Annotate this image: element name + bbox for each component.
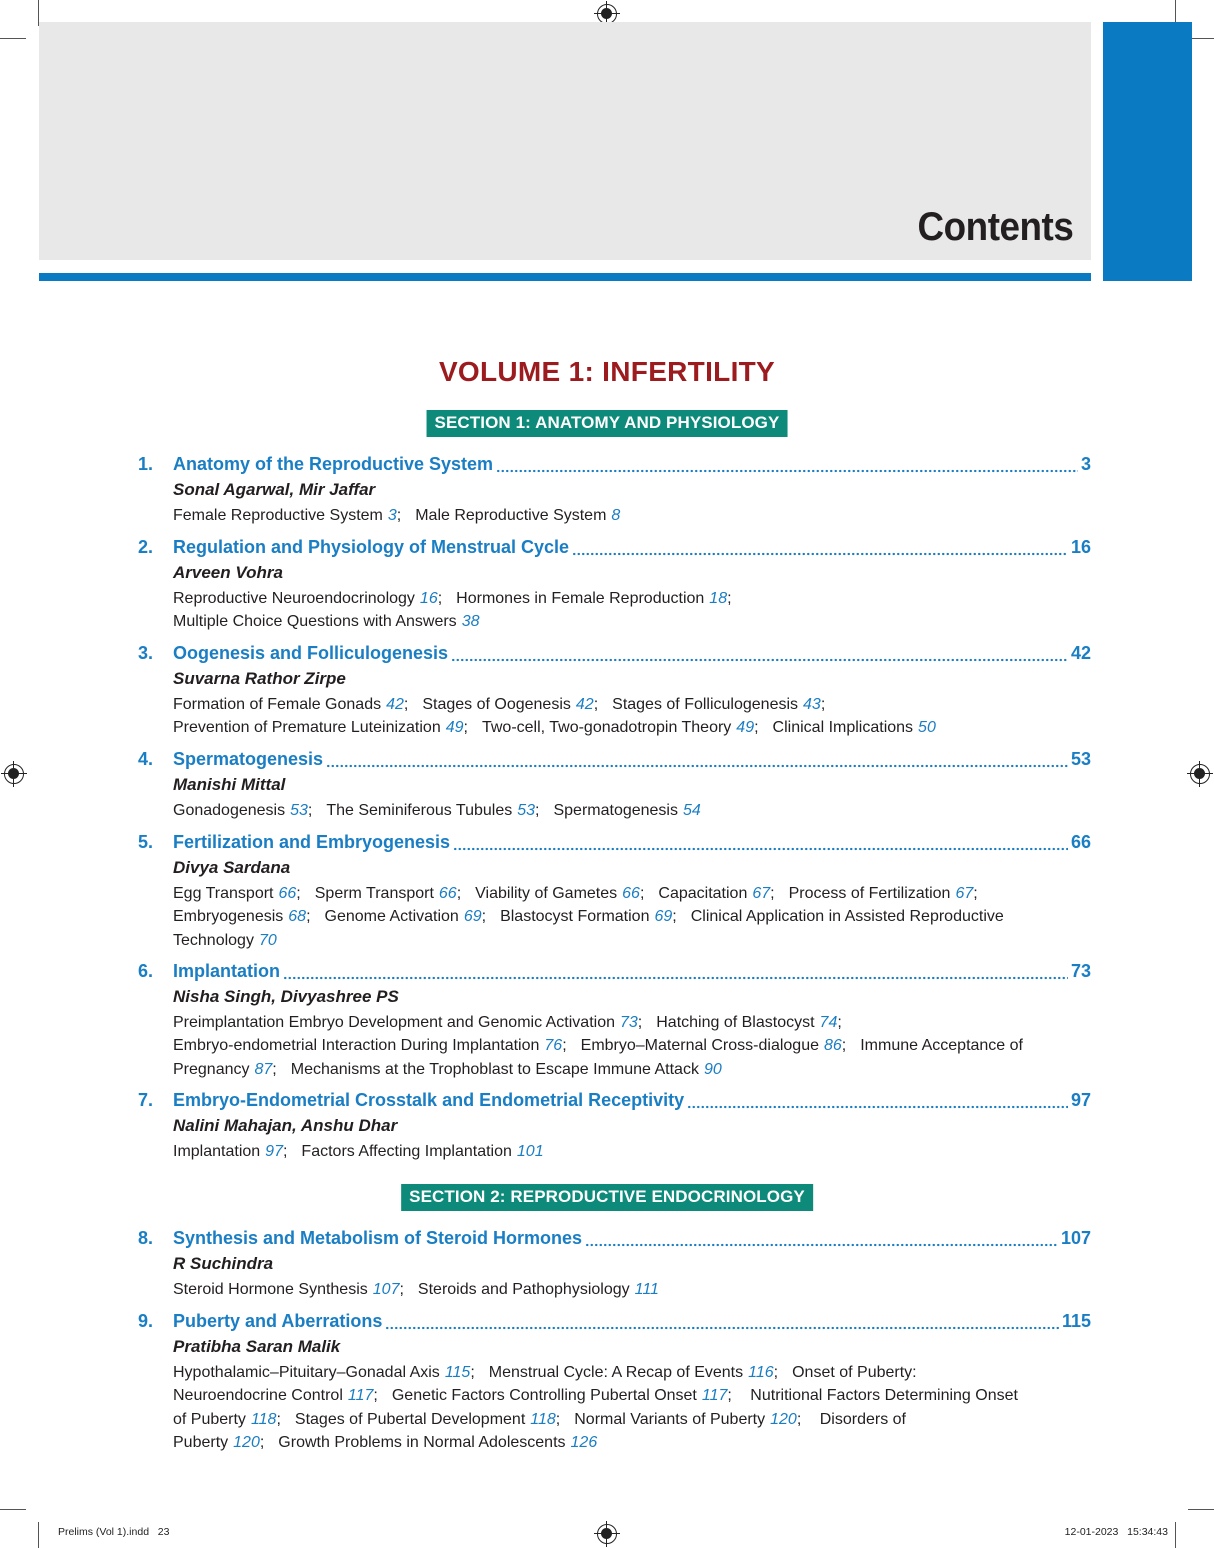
dot-leader (453, 847, 1068, 851)
topic-page: 115 (444, 1364, 471, 1381)
topic-label: Process of Fertilization (788, 885, 951, 902)
chapter-title[interactable]: Fertilization and Embryogenesis (173, 832, 451, 852)
topic-label: Egg Transport (173, 885, 274, 902)
header-rule (39, 273, 1091, 281)
chapter-title[interactable]: Spermatogenesis (173, 749, 324, 769)
chapter-page: 3 (1080, 454, 1091, 474)
topic-page: 67 (955, 885, 974, 902)
chapter-number: 2. (138, 537, 154, 557)
topic-page: 53 (517, 802, 536, 819)
topic-label: Clinical Application in Assisted Reproductive Technology (173, 908, 1004, 949)
chapter-number: 1. (138, 454, 154, 474)
chapter-number: 9. (138, 1311, 154, 1331)
topic-page: 66 (622, 885, 640, 902)
chapter-topics (173, 504, 1091, 527)
chapter-number: 7. (138, 1090, 154, 1110)
topic-page: 54 (682, 802, 701, 819)
toc-entry[interactable] (138, 537, 1091, 634)
topic-page: 66 (438, 885, 457, 902)
topic-page: 101 (516, 1143, 544, 1160)
topic-page: 66 (278, 885, 297, 902)
chapter-number: 5. (138, 832, 154, 852)
chapter-page: 107 (1060, 1228, 1091, 1248)
topic-label: Multiple Choice Questions with Answers (173, 613, 457, 631)
entry-heading[interactable] (138, 643, 1091, 667)
crop-mark (0, 38, 26, 39)
topic-label: Embryogenesis (173, 908, 284, 926)
chapter-number: 8. (138, 1228, 154, 1248)
topic-page: 73 (620, 1014, 638, 1031)
topic-page: 8 (611, 507, 621, 524)
topic-label: Steroid Hormone Synthesis (173, 1281, 368, 1298)
chapter-authors: Manishi Mittal (173, 775, 286, 794)
entry-heading[interactable] (138, 1228, 1091, 1252)
page-title: Contents (917, 205, 1073, 249)
topic-label: Steroids and Pathophysiology (417, 1281, 630, 1298)
header-panel (39, 22, 1091, 260)
topic-page: 120 (770, 1410, 797, 1428)
topic-page: 126 (570, 1433, 598, 1451)
topic-label: Stages of Folliculogenesis (612, 696, 799, 713)
toc-entry[interactable] (138, 961, 1091, 1081)
chapter-authors: Suvarna Rathor Zirpe (173, 669, 346, 688)
topic-label: Reproductive Neuroendocrinology (173, 590, 415, 607)
dot-leader (283, 976, 1068, 980)
topic-label: Preimplantation Embryo Development and Genomic Activation (173, 1014, 615, 1031)
topic-label: Prevention of Premature Luteinization (173, 719, 441, 737)
topic-page: 116 (748, 1364, 774, 1381)
topic-page: 49 (736, 719, 755, 737)
volume-title: VOLUME 1: INFERTILITY (438, 356, 776, 387)
dot-leader (572, 552, 1068, 556)
topic-page: 3 (387, 507, 397, 524)
topic-page: 117 (347, 1387, 374, 1405)
chapter-page: 53 (1070, 749, 1091, 769)
topic-page: 43 (803, 696, 821, 713)
topic-label: Sperm Transport (314, 885, 434, 902)
topic-label: Formation of Female Gonads (173, 696, 382, 713)
topic-label: Clinical Implications (772, 719, 914, 737)
entry-heading[interactable] (138, 454, 1091, 478)
registration-mark-icon (597, 1524, 617, 1544)
chapter-topics: Hypothalamic–Pituitary–Gonadal Axis 115; Menstrual Cycle: A Recap of Events 116; Onset of Puberty: Neuroendocrine Control 117; Genetic Factors Controlling Pubertal Onset 117; Nutritional Factors Determining Onset of Puberty 118; Stages of Pubertal Development 118; Normal Variants of Puberty 120; Disorders of Puberty 120; Growth Problems in Normal Adolescents 126 (173, 1364, 1018, 1451)
side-tab (1103, 22, 1192, 281)
topic-label: Gonadogenesis (173, 802, 286, 819)
chapter-authors: Nisha Singh, Divyashree PS (173, 987, 399, 1006)
topic-page: 42 (575, 696, 594, 713)
crop-mark (38, 1522, 39, 1548)
topic-page: 50 (918, 719, 936, 737)
topic-page: 42 (386, 696, 404, 713)
topic-label: Spermatogenesis (553, 802, 678, 819)
topic-page: 120 (233, 1433, 260, 1451)
topic-page: 107 (372, 1281, 400, 1298)
topic-label: Embryo-endometrial Interaction During Implantation (173, 1037, 540, 1055)
slug-timestamp: 12-01-2023 15:34:43 (1064, 1526, 1168, 1538)
topic-label: Embryo–Maternal Cross-dialogue (580, 1037, 819, 1055)
topic-page: 111 (634, 1281, 659, 1298)
topic-page: 118 (530, 1410, 556, 1428)
entry-heading[interactable] (138, 1311, 1091, 1335)
topic-label: Disorders of Puberty (173, 1410, 906, 1451)
topic-label: Hormones in Female Reproduction (456, 590, 705, 607)
chapter-authors: R Suchindra (173, 1254, 274, 1273)
topic-label: Implantation (173, 1143, 261, 1160)
chapter-topics: Implantation 97; Factors Affecting Implantation 101 (173, 1143, 544, 1160)
toc-entry[interactable] (138, 643, 1091, 740)
toc-entry[interactable] (138, 832, 1091, 952)
chapter-page: 66 (1070, 832, 1091, 852)
chapter-number: 6. (138, 961, 154, 981)
topic-label: Factors Affecting Implantation (301, 1143, 512, 1160)
topic-page: 117 (701, 1387, 728, 1405)
toc-entry[interactable] (138, 1228, 1091, 1301)
topic-page: 97 (265, 1143, 283, 1160)
topic-page: 16 (419, 590, 438, 607)
chapter-authors: Pratibha Saran Malik (173, 1337, 341, 1356)
topic-label: Female Reproductive System (173, 507, 383, 524)
topic-page: 67 (752, 885, 771, 902)
registration-mark-icon (597, 4, 617, 24)
crop-mark (1175, 1522, 1176, 1548)
dot-leader (326, 764, 1068, 768)
topic-page: 90 (703, 1060, 722, 1078)
topic-page: 118 (250, 1410, 277, 1428)
topic-page: 74 (819, 1014, 838, 1031)
topic-page: 18 (709, 590, 728, 607)
topic-label: Genome Activation (324, 908, 459, 926)
registration-mark-icon (4, 764, 24, 784)
topic (415, 507, 620, 524)
topic-label: Normal Variants of Puberty (574, 1410, 766, 1428)
dot-leader (585, 1243, 1058, 1247)
topic-page: 87 (254, 1060, 273, 1078)
entry-heading[interactable] (138, 832, 1091, 856)
topic-label: Two-cell, Two-gonadotropin Theory (481, 719, 732, 737)
entry-heading[interactable] (138, 1090, 1091, 1114)
chapter-authors: Sonal Agarwal, Mir Jaffar (173, 480, 376, 499)
chapter-authors: Arveen Vohra (173, 563, 283, 582)
topic-label: Male Reproductive System (415, 507, 607, 524)
chapter-topics: Reproductive Neuroendocrinology 16; Hormones in Female Reproduction 18; Multiple Choice Questions with Answers 38 (173, 590, 732, 631)
topic-page: 70 (258, 931, 277, 949)
topic-page: 86 (823, 1037, 842, 1055)
topic-label: Genetic Factors Controlling Pubertal Onset (391, 1387, 697, 1405)
chapter-page: 73 (1070, 961, 1091, 981)
entry-heading[interactable] (138, 749, 1091, 773)
chapter-page: 115 (1061, 1311, 1091, 1331)
topic-label: Blastocyst Formation (500, 908, 650, 926)
chapter-title[interactable]: Implantation (173, 961, 280, 981)
section-banner: SECTION 1: ANATOMY AND PHYSIOLOGY (427, 410, 788, 437)
topic-page: 76 (544, 1037, 563, 1055)
chapter-topics: Gonadogenesis 53; The Seminiferous Tubules 53; Spermatogenesis 54 (173, 802, 701, 819)
topic-page: 69 (654, 908, 673, 926)
chapter-authors: Nalini Mahajan, Anshu Dhar (173, 1116, 398, 1135)
dot-leader (687, 1105, 1068, 1109)
chapter-number: 3. (138, 643, 154, 663)
topic-label: The Seminiferous Tubules (326, 802, 513, 819)
topic-label: Hatching of Blastocyst (656, 1014, 815, 1031)
entry-heading[interactable] (138, 961, 1091, 985)
toc-entry[interactable] (138, 454, 1091, 527)
chapter-title[interactable]: Anatomy of the Reproductive System (173, 454, 494, 474)
chapter-topics: Egg Transport 66; Sperm Transport 66; Viability of Gametes 66; Capacitation 67; Process of Fertilization 67; Embryogenesis 68; Genome Activation 69; Blastocyst Formation 69; Clinical Application in Assisted Reproductive Technology 70 (173, 885, 1004, 949)
toc-entry[interactable] (138, 1311, 1091, 1454)
topic-page: 69 (463, 908, 482, 926)
entry-heading[interactable] (138, 537, 1091, 561)
topic-label: Capacitation (658, 885, 748, 902)
topic-label: Nutritional Factors Determining Onset of Puberty (173, 1387, 1018, 1428)
topic-label: Onset of Puberty: Neuroendocrine Control (173, 1364, 917, 1405)
chapter-page: 42 (1070, 643, 1091, 663)
topic-label: Menstrual Cycle: A Recap of Events (488, 1364, 744, 1381)
topic-label: Growth Problems in Normal Adolescents (278, 1433, 566, 1451)
chapter-page: 97 (1070, 1090, 1091, 1110)
chapter-topics: Steroid Hormone Synthesis 107; Steroids and Pathophysiology 111 (173, 1281, 659, 1298)
topic: Female Reproductive System 3; (173, 507, 402, 524)
chapter-authors: Divya Sardana (173, 858, 291, 877)
dot-leader (496, 469, 1078, 473)
section-banner: SECTION 2: REPRODUCTIVE ENDOCRINOLOGY (401, 1184, 813, 1211)
topic-page: 53 (290, 802, 308, 819)
chapter-number: 4. (138, 749, 154, 769)
topic-label: Mechanisms at the Trophoblast to Escape Immune Attack (290, 1060, 699, 1078)
toc-entry[interactable] (138, 749, 1091, 822)
chapter-title[interactable]: Embryo-Endometrial Crosstalk and Endometrial Receptivity (173, 1090, 685, 1110)
chapter-title[interactable]: Oogenesis and Folliculogenesis (173, 643, 449, 663)
registration-mark-icon (1190, 764, 1210, 784)
topic-page: 68 (288, 908, 307, 926)
chapter-topics: Formation of Female Gonads 42; Stages of Oogenesis 42; Stages of Folliculogenesis 43; Prevention of Premature Luteinization 49; Two-cell, Two-gonadotropin Theory 49; Clinical Implications 50 (173, 696, 936, 737)
topic-page: 38 (461, 613, 480, 631)
slug-file: Prelims (Vol 1).indd 23 (58, 1526, 170, 1538)
chapter-title[interactable]: Regulation and Physiology of Menstrual Cycle (173, 537, 570, 557)
dot-leader (385, 1326, 1059, 1330)
chapter-page: 16 (1070, 537, 1091, 557)
chapter-title[interactable]: Synthesis and Metabolism of Steroid Hormones (173, 1228, 583, 1248)
crop-mark (1188, 1509, 1214, 1510)
topic-page: 49 (445, 719, 464, 737)
topic-label: Hypothalamic–Pituitary–Gonadal Axis (173, 1364, 440, 1381)
dot-leader (451, 658, 1068, 662)
topic-label: Immune Acceptance of Pregnancy (173, 1037, 1023, 1078)
chapter-topics: Preimplantation Embryo Development and Genomic Activation 73; Hatching of Blastocyst 74; Embryo-endometrial Interaction During Implantation 76; Embryo–Maternal Cross-dialogue 86; Immune Acceptance of Pregnancy 87; Mechanisms at the Trophoblast to Escape Immune Attack 90 (173, 1014, 1023, 1078)
toc-entry[interactable] (138, 1090, 1091, 1163)
crop-mark (0, 1509, 26, 1510)
chapter-title[interactable]: Puberty and Aberrations (173, 1311, 383, 1331)
topic-label: Viability of Gametes (475, 885, 618, 902)
topic-label: Stages of Pubertal Development (294, 1410, 526, 1428)
topic-label: Stages of Oogenesis (422, 696, 571, 713)
